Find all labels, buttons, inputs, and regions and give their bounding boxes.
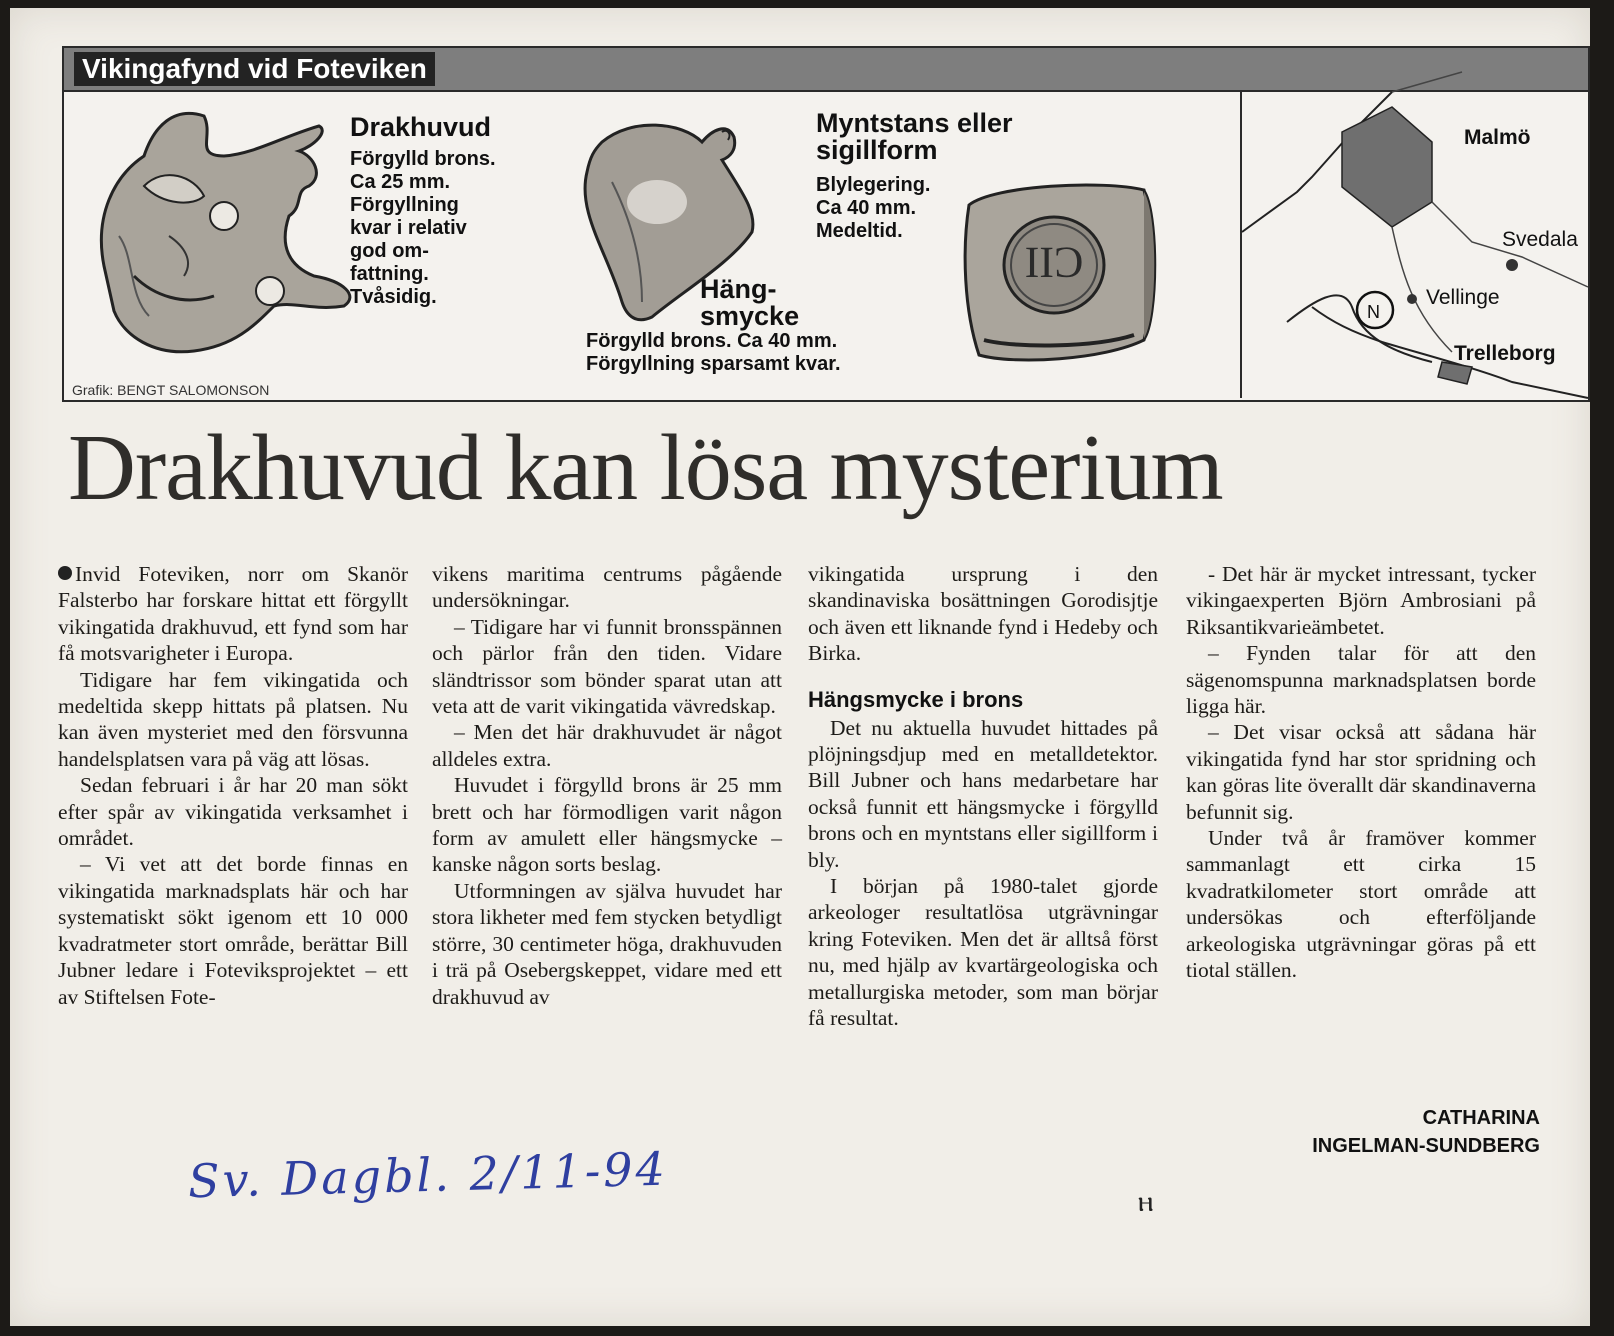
article-paragraph: – Men det här drakhuvudet är något alldeles extra. — [432, 720, 782, 771]
article-paragraph: Under två år framöver kommer sammanlagt ett cirka 15 kvadratkilometer stort område att undersökas och efterföljande arkeologiska utgrävningar göras på ett tiotal ställen. — [1186, 826, 1536, 983]
article-column-4 — [1186, 561, 1536, 984]
graphic-banner — [64, 48, 1588, 92]
article-paragraph: Utformningen av själva huvudet har stora likheter med fem stycken betydligt större, 30 centimeter höga, drakhuvuden i trä på Osebergskeppet, vidare med ett drakhuvud av — [432, 878, 782, 1009]
article-paragraph: vikingatida ursprung i den skandinaviska bosättningen Gorodisjtje och även ett liknande fynd i Hedeby och Birka. — [808, 562, 1158, 666]
seal-mould-description: Blylegering. Ca 40 mm. Medeltid. — [816, 174, 931, 242]
article-paragraph: vikens maritima centrums pågående undersökningar. — [432, 562, 782, 613]
map-label-vellinge: Vellinge — [1426, 286, 1500, 309]
paragraph-text: Invid Foteviken, norr om Skanör Falsterbo har forskare hittat ett förgyllt vikingatida drakhuvud, ett fynd som har få motsvarigheter i Europa. — [58, 562, 408, 666]
graphic-banner-title: Vikingafynd vid Foteviken — [74, 52, 435, 86]
dragon-head-illustration — [74, 96, 359, 381]
article-column-2 — [432, 561, 782, 1010]
article-paragraph: – Fynden talar för att den sägenomspunna marknadsplatsen borde ligga här. — [1186, 641, 1536, 719]
map-label-trelleborg: Trelleborg — [1454, 342, 1556, 365]
map-label-svedala: Svedala — [1502, 228, 1578, 251]
byline-text: CATHARINA INGELMAN-SUNDBERG — [1312, 1107, 1540, 1157]
pendant-title: Häng- smycke — [700, 274, 800, 331]
map-label-malmo: Malmö — [1464, 126, 1531, 149]
article-paragraph: – Tidigare har vi funnit bronsspännen och pärlor från den tiden. Vidare sländtrissor som bönder sparat utan att veta att de varit vikingatida vävredskap. — [432, 614, 782, 719]
article-column-1 — [58, 561, 408, 1010]
seal-mould-illustration — [954, 170, 1164, 370]
article-paragraph: Sedan februari i år har 20 man sökt efter spår av vikingatida verksamhet i området. — [58, 773, 408, 851]
article-column-3 — [808, 561, 1158, 1032]
viking-finds-graphic — [62, 46, 1590, 402]
article-paragraph: Tidigare har fem vikingatida och medeltida skepp hittats på platsen. Nu kan även mysteriet med den försvunna handelsplatsen vara på väg att lösas. — [58, 667, 408, 771]
headline: Drakhuvud kan lösa mysterium — [68, 416, 1223, 520]
article-paragraph: Det nu aktuella huvudet hittades på plöjningsdjup med en metalldetektor. Bill Jubner och hans medarbetare har också funnit ett hängsmycke i förgylld brons och en myntstans eller sigillform i bly. — [808, 715, 1158, 872]
dragon-head-title: Drakhuvud — [350, 112, 492, 142]
article-subheading: Hängsmycke i brons — [808, 686, 1024, 712]
article-paragraph: I början på 1980-talet gjorde arkeologer resultatlösa utgrävningar kring Foteviken. Men det är alltså först nu, med hjälp av kvartärgeologiska och metallurgiska metoder, som man börjar få resultat. — [808, 874, 1158, 1031]
map-marker-label: N — [1367, 302, 1380, 322]
seal-mould-title: Myntstans eller sigillform — [816, 108, 1013, 165]
article-paragraph — [58, 561, 408, 667]
article-paragraph: – Vi vet att det borde finnas en vikingatida marknadsplats här och har systematiskt sökt igenom ett 10 000 kvadratmeter stort område, berättar Bill Jubner ledare i Foteviksprojektet – ett av Stiftelsen Fote- — [58, 852, 408, 1009]
graphic-credit: Grafik: BENGT SALOMONSON — [72, 382, 270, 398]
article-paragraph: Huvudet i förgylld brons är 25 mm brett och har förmodligen varit någon form av amulett eller hängsmycke – kanske någon sorts beslag. — [432, 773, 782, 877]
bullet-icon — [58, 566, 72, 580]
article-paragraph: - Det här är mycket intressant, tycker vikingaexperten Björn Ambrosiani på Riksantikvarieämbetet. — [1186, 562, 1536, 639]
location-map — [1240, 92, 1588, 398]
pendant-description: Förgylld brons. Ca 40 mm. Förgyllning sparsamt kvar. — [586, 330, 841, 375]
handwritten-source-note: Sv. Dagbl. 2/11-94 — [187, 1141, 669, 1209]
newspaper-clipping — [10, 8, 1590, 1326]
seal-mould-inscription: CII — [1024, 238, 1084, 287]
article-paragraph: – Det visar också att sådana här vikingatida fynd har stor spridning och kan göras lite överallt där skandinaverna befunnit sig. — [1186, 720, 1536, 824]
dragon-head-description: Förgylld brons. Ca 25 mm. Förgyllning kvar i relativ god om- fattning. Tvåsidig. — [350, 148, 496, 308]
pen-mark-icon: ⲏ — [1138, 1184, 1154, 1219]
byline — [1312, 1104, 1540, 1160]
